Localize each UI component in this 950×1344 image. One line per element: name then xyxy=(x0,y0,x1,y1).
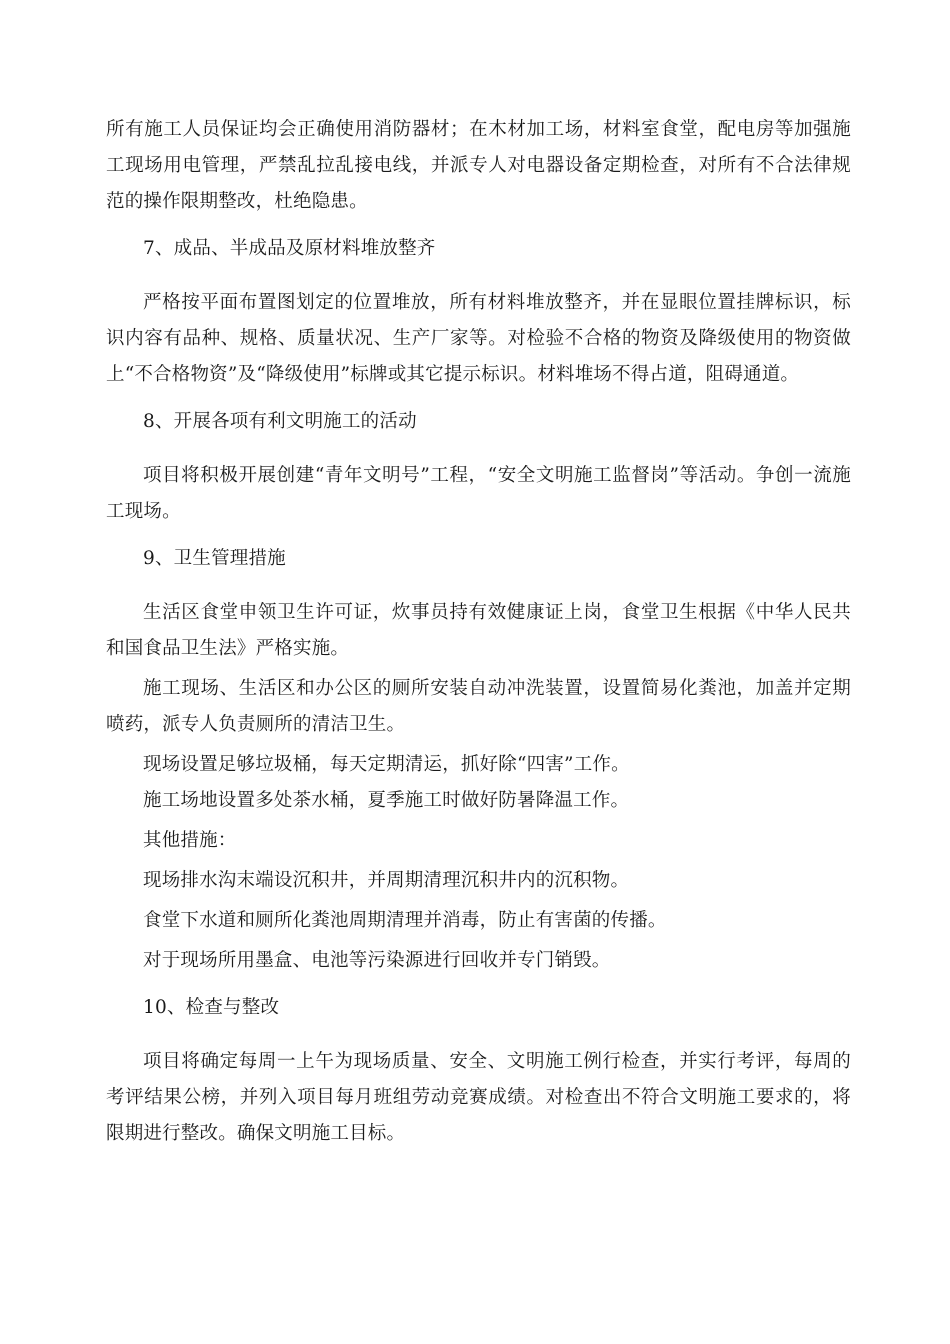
paragraph-7: 严格按平面布置图划定的位置堆放，所有材料堆放整齐，并在显眼位置挂牌标识，标识内容有品种、规格、质量状况、生产厂家等。对检验不合格的物资及降级使用的物资做上“不合格物资”及“降级使用”标牌或其它提示标识。材料堆场不得占道，阻碍通道。 xyxy=(106,292,851,385)
paragraph-9d: 施工场地设置多处茶水桶，夏季施工时做好防暑降温工作。 xyxy=(143,790,630,811)
paragraph-fire-safety: 所有施工人员保证均会正确使用消防器材；在木材加工场，材料室食堂，配电房等加强施工现场用电管理，严禁乱拉乱接电线，并派专人对电器设备定期检查，对所有不合法律规范的操作限期整改，杜绝隐患。 xyxy=(106,119,851,212)
paragraph-10: 项目将确定每周一上午为现场质量、安全、文明施工例行检查，并实行考评，每周的考评结果公榜，并列入项目每月班组劳动竞赛成绩。对检查出不符合文明施工要求的，将限期进行整改。确保文明施工目标。 xyxy=(106,1051,851,1144)
heading-8: 8、开展各项有利文明施工的活动 xyxy=(143,411,417,432)
paragraph-9c: 现场设置足够垃圾桶，每天定期清运，抓好除“四害”工作。 xyxy=(143,754,630,775)
paragraph-9h: 对于现场所用墨盒、电池等污染源进行回收并专门销毁。 xyxy=(143,950,611,971)
paragraph-9a: 生活区食堂申领卫生许可证，炊事员持有效健康证上岗，食堂卫生根据《中华人民共和国食品卫生法》严格实施。 xyxy=(106,602,851,659)
paragraph-9e: 其他措施： xyxy=(143,830,237,851)
paragraph-9g: 食堂下水道和厕所化粪池周期清理并消毒，防止有害菌的传播。 xyxy=(143,910,667,931)
heading-7: 7、成品、半成品及原材料堆放整齐 xyxy=(143,238,436,259)
paragraph-9f: 现场排水沟末端设沉积井，并周期清理沉积井内的沉积物。 xyxy=(143,870,630,891)
paragraph-9b: 施工现场、生活区和办公区的厕所安装自动冲洗装置，设置简易化粪池，加盖并定期喷药，派专人负责厕所的清洁卫生。 xyxy=(106,678,851,735)
heading-10: 10、检查与整改 xyxy=(143,997,280,1018)
document-page xyxy=(106,112,851,1152)
paragraph-8: 项目将积极开展创建“青年文明号”工程，“安全文明施工监督岗”等活动。争创一流施工现场。 xyxy=(106,465,851,522)
heading-9: 9、卫生管理措施 xyxy=(143,548,286,569)
